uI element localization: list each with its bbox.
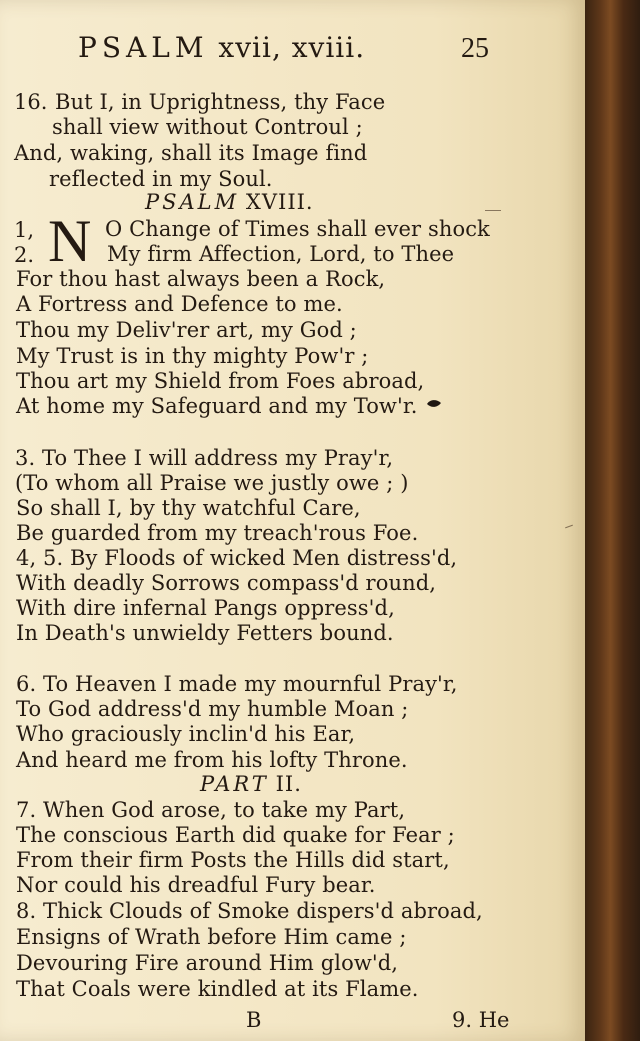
verse-8-line-3: Devouring Fire around Him glow'd, [16,951,399,975]
psalm-18-title [145,190,314,214]
running-header-psalm-numbers: xvii, xviii. [218,31,366,64]
page-number: 25 [461,33,489,64]
part-title-number: II. [275,772,302,796]
catchword: 9. He [452,1008,510,1032]
verse-2-number: 2. [14,243,35,267]
verse-3-line-2: (To whom all Praise we justly owe ; ) [15,471,409,495]
verse-16-number: 16. [14,90,48,114]
verse-16-line-3: And, waking, shall its Image find [14,141,368,165]
printer-signature: B [246,1008,262,1032]
verse-16-line-4: reflected in my Soul. [49,167,273,191]
part-2-title [200,772,302,796]
part-title-word: PART [200,772,269,796]
verse-3-line-1: 3. To Thee I will address my Pray'r, [15,446,394,470]
verse-3-line-4: Be guarded from my treach'rous Foe. [16,521,419,545]
verse-1-line-4: A Fortress and Defence to me. [16,292,343,316]
ink-mark [565,525,573,529]
verse-6-line-2: To God address'd my humble Moan ; [16,697,409,721]
ornament-icon [425,397,443,409]
verse-7-line-4: Nor could his dreadful Fury bear. [16,873,376,897]
verse-8-line-2: Ensigns of Wrath before Him came ; [16,925,407,949]
drop-cap: N [48,208,92,274]
verse-6-line-1: 6. To Heaven I made my mournful Pray'r, [16,672,458,696]
verse-1-line-5: Thou my Deliv'rer art, my God ; [16,318,357,342]
verse-16-line-2: shall view without Controul ; [52,115,363,139]
verse-8-line-1: 8. Thick Clouds of Smoke dispers'd abroad, [16,899,483,923]
verse-1-line-2: My firm Affection, Lord, to Thee [107,242,455,266]
verse-3-line-3: So shall I, by thy watchful Care, [16,496,361,520]
running-header [78,33,365,63]
ink-dash-mark [485,210,501,211]
verse-6-line-3: Who graciously inclin'd his Ear, [16,722,356,746]
verse-6-line-4: And heard me from his lofty Throne. [16,748,408,772]
verse-8-line-4: That Coals were kindled at its Flame. [16,977,419,1001]
verse-4-5-line-2: With deadly Sorrows compass'd round, [16,571,437,595]
running-header-title: PSALM [78,31,209,64]
verse-1-number: 1, [14,218,35,242]
psalm-18-title-number: XVIII. [245,190,314,214]
verse-16-line-1: But I, in Uprightness, thy Face [55,90,386,114]
verse-4-5-line-1: 4, 5. By Floods of wicked Men distress'd, [16,546,458,570]
verse-1-line-3: For thou hast always been a Rock, [16,267,386,291]
book-spine-edge [585,0,640,1041]
verse-7-line-1: 7. When God arose, to take my Part, [16,798,406,822]
verse-4-5-line-3: With dire infernal Pangs oppress'd, [16,596,395,620]
verse-1-line-1: O Change of Times shall ever shock [105,217,490,241]
verse-1-line-7: Thou art my Shield from Foes abroad, [16,369,425,393]
psalm-18-title-word: PSALM [145,190,240,214]
verse-7-line-2: The conscious Earth did quake for Fear ; [16,823,455,847]
verse-4-5-line-4: In Death's unwieldy Fetters bound. [16,621,394,645]
verse-7-line-3: From their firm Posts the Hills did start, [16,848,450,872]
verse-1-line-8: At home my Safeguard and my Tow'r. [16,394,418,418]
verse-1-line-6: My Trust is in thy mighty Pow'r ; [16,344,369,368]
